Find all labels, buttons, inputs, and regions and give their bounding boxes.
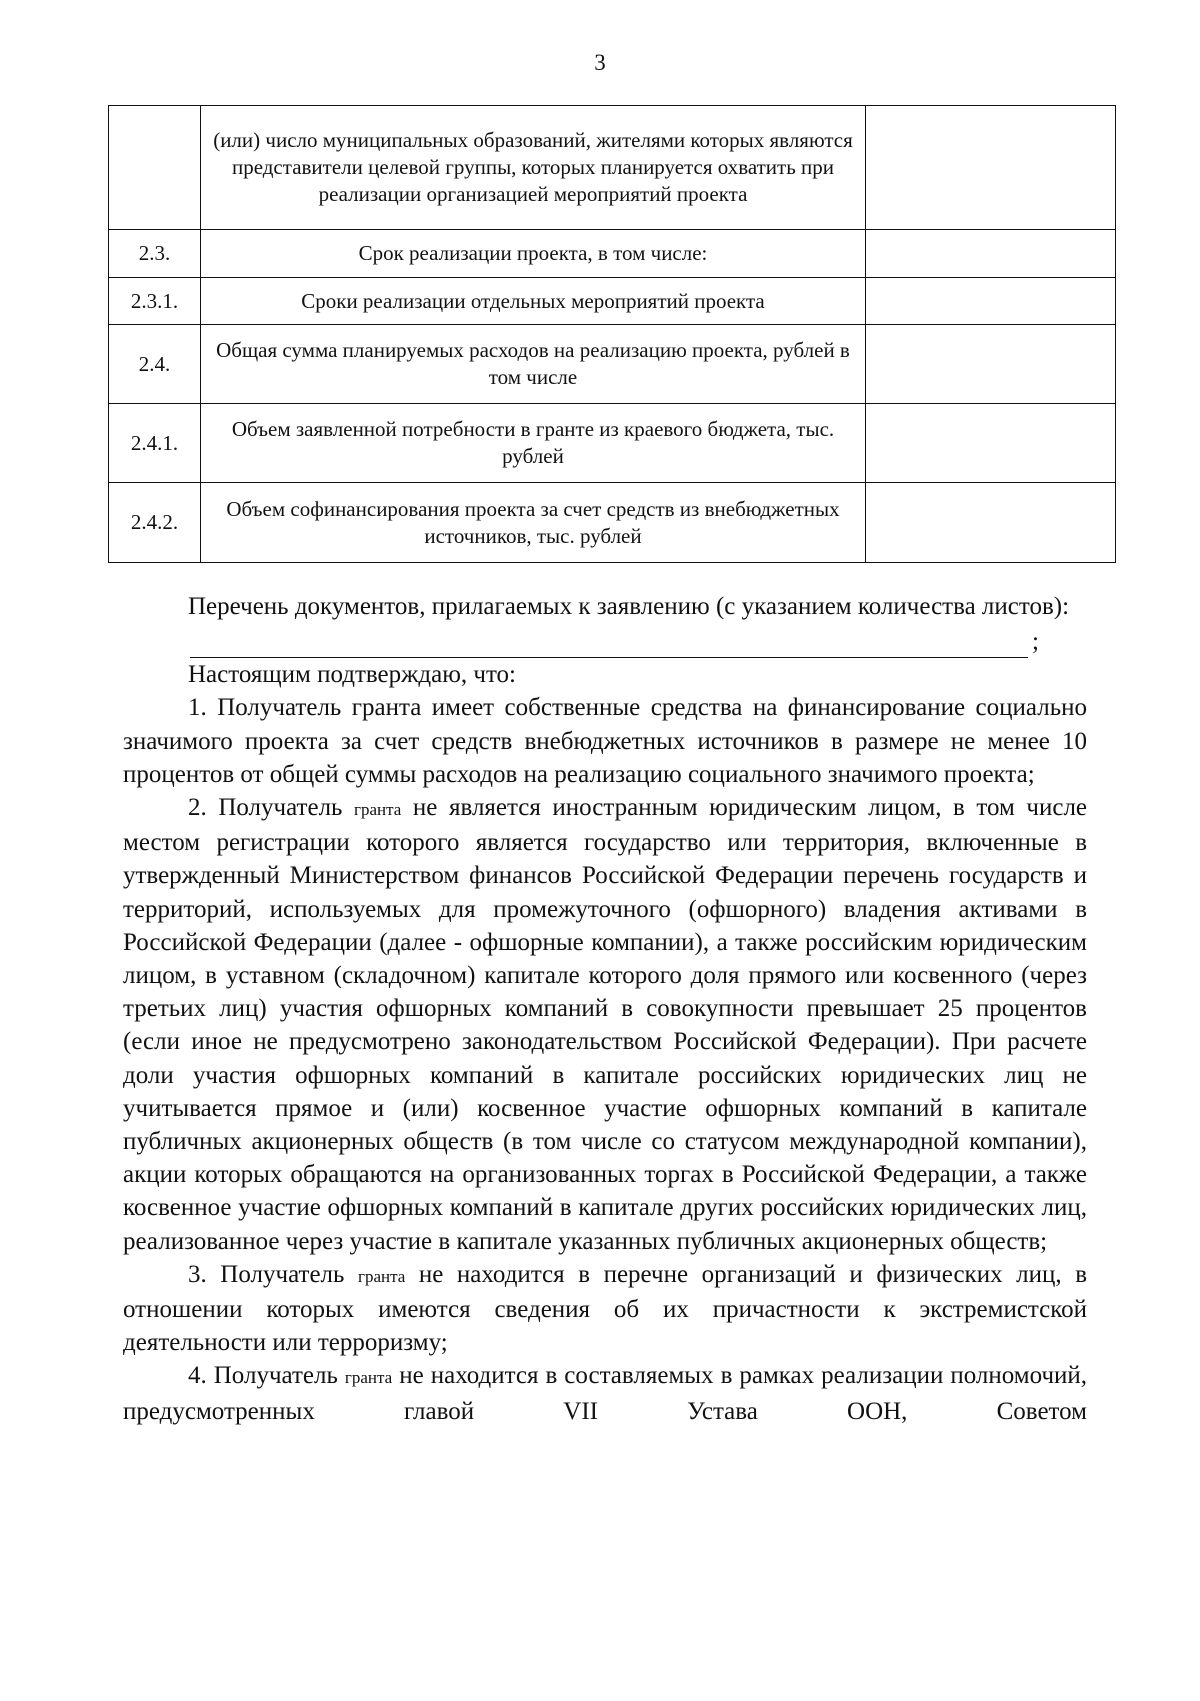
blank-fill-line[interactable] bbox=[190, 631, 1028, 658]
table-row bbox=[109, 325, 1116, 404]
row-label: Объем софинансирования проекта за счет средств из внебюджетных источников, тыс. рублей bbox=[201, 483, 866, 563]
item-4-grant: гранта bbox=[344, 1368, 393, 1388]
item-3-lead: 3. Получатель bbox=[188, 1260, 345, 1288]
confirm-item-4 bbox=[123, 1359, 1087, 1427]
documents-list-blank bbox=[123, 623, 1087, 658]
row-number: 2.4.2. bbox=[109, 483, 201, 563]
row-number bbox=[109, 106, 201, 230]
row-value[interactable] bbox=[866, 404, 1116, 483]
table-row bbox=[109, 230, 1116, 278]
row-value[interactable] bbox=[866, 106, 1116, 230]
table-row bbox=[109, 404, 1116, 483]
blank-line-end: ; bbox=[1032, 628, 1039, 655]
row-label: (или) число муниципальных образований, жителями которых являются представители целевой группы, которых планируется охватить при реализации организацией мероприятий проекта bbox=[201, 106, 866, 230]
confirm-item-1: 1. Получатель гранта имеет собственные средства на финансирование социально значимого проекта за счет средств внебюджетных источников в размере не менее 10 процентов от общей суммы расходов на реализацию социального значимого проекта; bbox=[123, 694, 1087, 788]
item-4-text: не находится в составляемых в рамках реализации полномочий, предусмотренных главой VII Устава ООН, Советом bbox=[123, 1362, 1088, 1425]
row-value[interactable] bbox=[866, 278, 1116, 325]
row-value[interactable] bbox=[866, 325, 1116, 404]
row-label: Сроки реализации отдельных мероприятий проекта bbox=[201, 278, 866, 325]
row-value[interactable] bbox=[866, 230, 1116, 278]
row-number: 2.3. bbox=[109, 230, 201, 278]
row-label: Общая сумма планируемых расходов на реализацию проекта, рублей в том числе bbox=[201, 325, 866, 404]
confirm-item-3 bbox=[123, 1258, 1087, 1360]
row-number: 2.4. bbox=[109, 325, 201, 404]
item-4-lead: 4. Получатель bbox=[188, 1362, 338, 1390]
page-number: 3 bbox=[594, 50, 606, 75]
table-row bbox=[109, 483, 1116, 563]
item-3-grant: гранта bbox=[358, 1266, 406, 1286]
item-2-lead: 2. Получатель bbox=[188, 794, 343, 822]
documents-list-intro: Перечень документов, прилагаемых к заявлению (с указанием количества листов): bbox=[188, 593, 1070, 620]
row-label: Срок реализации проекта, в том числе: bbox=[201, 230, 866, 278]
document-body bbox=[123, 590, 1087, 1428]
item-2-grant: гранта bbox=[354, 800, 402, 820]
item-2-text: не является иностранным юридическим лицом, в том числе местом регистрации которого является государство или территория, включенные в утвержденный Министерством финансов Российской Федерации перечень государств и территорий, используемых для промежуточного (офшорного) владения активами в Российской Федерации (далее - офшорные компании), а также российским юридическим лицом, в уставном (складочном) капитале которого доля прямого или косвенного (через третьих лиц) участия офшорных компаний в совокупности превышает 25 процентов (если иное не предусмотрено законодательством Российской Федерации). При расчете доли участия офшорных компаний в капитале российских юридических лиц не учитывается прямое и (или) косвенное участие офшорных компаний в капитале публичных акционерных обществ (в том числе со статусом международной компании), акции которых обращаются на организованных торгах в Российской Федерации, а также косвенное участие офшорных компаний в капитале других российских юридических лиц, реализованное через участие в капитале указанных публичных акционерных обществ; bbox=[123, 794, 1088, 1255]
confirm-item-2 bbox=[123, 791, 1087, 1258]
row-label: Объем заявленной потребности в гранте из краевого бюджета, тыс. рублей bbox=[201, 404, 866, 483]
row-value[interactable] bbox=[866, 483, 1116, 563]
table-row bbox=[109, 106, 1116, 230]
table-row bbox=[109, 278, 1116, 325]
row-number: 2.3.1. bbox=[109, 278, 201, 325]
application-table bbox=[108, 105, 1116, 563]
item-3-text: не находится в перечне организаций и физических лиц, в отношении которых имеются сведения об их причастности к экстремистской деятельности или терроризму; bbox=[123, 1260, 1087, 1357]
confirm-intro: Настоящим подтверждаю, что: bbox=[188, 661, 517, 689]
row-number: 2.4.1. bbox=[109, 404, 201, 483]
